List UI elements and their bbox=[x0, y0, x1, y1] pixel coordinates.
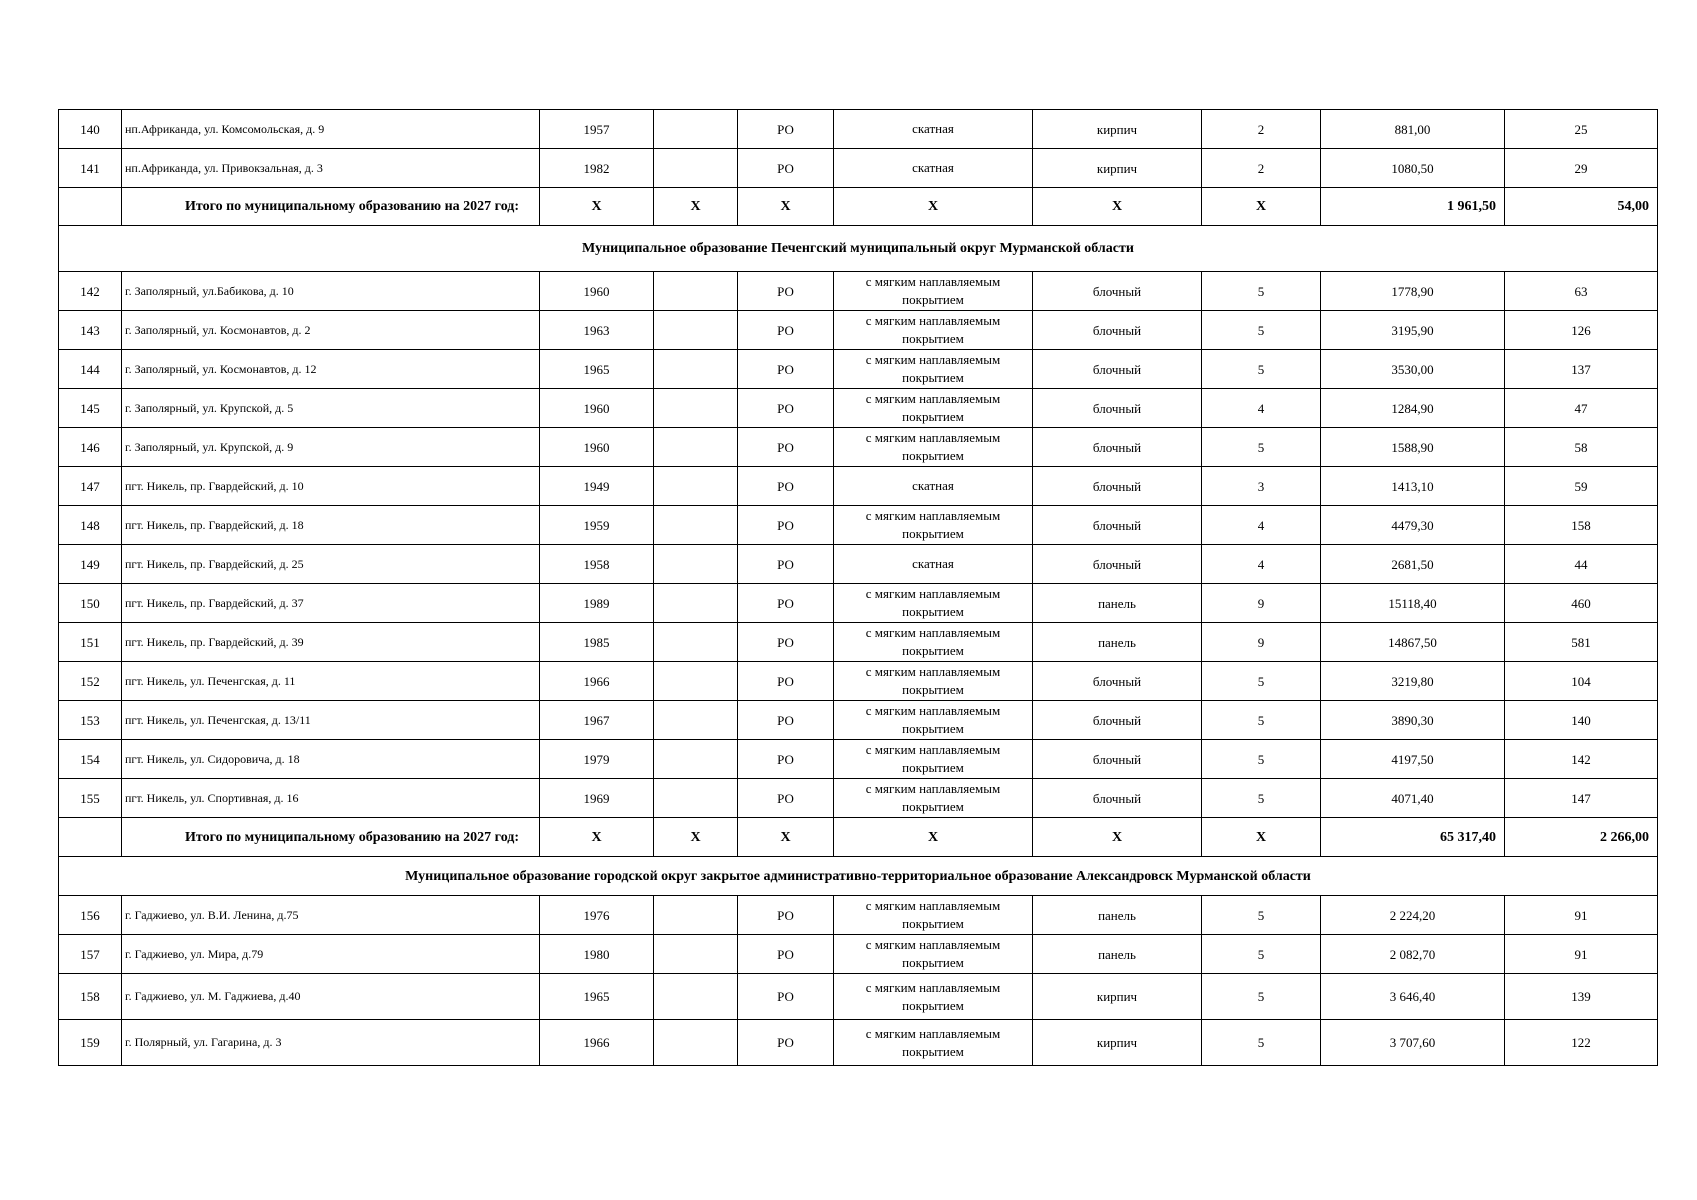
year-cell: 1980 bbox=[540, 935, 654, 974]
wall-material-cell: кирпич bbox=[1033, 149, 1202, 188]
roof-cell: с мягким наплавляемым покрытием bbox=[834, 935, 1033, 974]
wall-material-cell: блочный bbox=[1033, 701, 1202, 740]
operator-cell: РО bbox=[738, 467, 834, 506]
row-number: 152 bbox=[59, 662, 122, 701]
address-cell: пгт. Никель, пр. Гвардейский, д. 37 bbox=[122, 584, 540, 623]
table-row bbox=[59, 272, 1658, 311]
empty-cell bbox=[654, 110, 738, 149]
residents-cell: 142 bbox=[1505, 740, 1658, 779]
row-number: 148 bbox=[59, 506, 122, 545]
address-cell: г. Гаджиево, ул. В.И. Ленина, д.75 bbox=[122, 896, 540, 935]
floors-cell: 5 bbox=[1202, 701, 1321, 740]
operator-cell: РО bbox=[738, 623, 834, 662]
wall-material-cell: блочный bbox=[1033, 272, 1202, 311]
total-x-cell: X bbox=[834, 188, 1033, 226]
area-cell: 4197,50 bbox=[1321, 740, 1505, 779]
residents-cell: 140 bbox=[1505, 701, 1658, 740]
operator-cell: РО bbox=[738, 740, 834, 779]
total-x-cell: X bbox=[738, 818, 834, 857]
wall-material-cell: блочный bbox=[1033, 350, 1202, 389]
residents-cell: 126 bbox=[1505, 311, 1658, 350]
table-row bbox=[59, 701, 1658, 740]
operator-cell: РО bbox=[738, 350, 834, 389]
wall-material-cell: блочный bbox=[1033, 389, 1202, 428]
floors-cell: 5 bbox=[1202, 350, 1321, 389]
operator-cell: РО bbox=[738, 506, 834, 545]
operator-cell: РО bbox=[738, 428, 834, 467]
floors-cell: 5 bbox=[1202, 974, 1321, 1020]
residents-cell: 104 bbox=[1505, 662, 1658, 701]
roof-cell: с мягким наплавляемым покрытием bbox=[834, 896, 1033, 935]
address-cell: г. Гаджиево, ул. Мира, д.79 bbox=[122, 935, 540, 974]
roof-cell: с мягким наплавляемым покрытием bbox=[834, 311, 1033, 350]
area-cell: 1778,90 bbox=[1321, 272, 1505, 311]
operator-cell: РО bbox=[738, 584, 834, 623]
area-cell: 881,00 bbox=[1321, 110, 1505, 149]
address-cell: пгт. Никель, ул. Спортивная, д. 16 bbox=[122, 779, 540, 818]
table-row bbox=[59, 1020, 1658, 1066]
roof-cell: с мягким наплавляемым покрытием bbox=[834, 701, 1033, 740]
row-number: 146 bbox=[59, 428, 122, 467]
floors-cell: 5 bbox=[1202, 740, 1321, 779]
row-number: 157 bbox=[59, 935, 122, 974]
roof-cell: с мягким наплавляемым покрытием bbox=[834, 974, 1033, 1020]
year-cell: 1958 bbox=[540, 545, 654, 584]
total-row bbox=[59, 188, 1658, 226]
empty-cell bbox=[654, 1020, 738, 1066]
area-cell: 2 082,70 bbox=[1321, 935, 1505, 974]
year-cell: 1957 bbox=[540, 110, 654, 149]
residents-cell: 158 bbox=[1505, 506, 1658, 545]
floors-cell: 2 bbox=[1202, 110, 1321, 149]
area-cell: 3530,00 bbox=[1321, 350, 1505, 389]
roof-cell: с мягким наплавляемым покрытием bbox=[834, 584, 1033, 623]
area-cell: 1588,90 bbox=[1321, 428, 1505, 467]
wall-material-cell: блочный bbox=[1033, 428, 1202, 467]
operator-cell: РО bbox=[738, 272, 834, 311]
empty-cell bbox=[654, 623, 738, 662]
operator-cell: РО bbox=[738, 935, 834, 974]
operator-cell: РО bbox=[738, 389, 834, 428]
year-cell: 1985 bbox=[540, 623, 654, 662]
row-number: 159 bbox=[59, 1020, 122, 1066]
area-cell: 15118,40 bbox=[1321, 584, 1505, 623]
floors-cell: 3 bbox=[1202, 467, 1321, 506]
operator-cell: РО bbox=[738, 779, 834, 818]
area-cell: 1080,50 bbox=[1321, 149, 1505, 188]
address-cell: нп.Африканда, ул. Комсомольская, д. 9 bbox=[122, 110, 540, 149]
total-x-cell: X bbox=[1202, 188, 1321, 226]
residents-cell: 63 bbox=[1505, 272, 1658, 311]
wall-material-cell: кирпич bbox=[1033, 974, 1202, 1020]
row-number: 147 bbox=[59, 467, 122, 506]
table-row bbox=[59, 974, 1658, 1020]
total-area: 65 317,40 bbox=[1321, 818, 1505, 857]
table-row bbox=[59, 467, 1658, 506]
wall-material-cell: панель bbox=[1033, 584, 1202, 623]
total-x-cell: X bbox=[834, 818, 1033, 857]
roof-cell: скатная bbox=[834, 149, 1033, 188]
floors-cell: 4 bbox=[1202, 545, 1321, 584]
residents-cell: 137 bbox=[1505, 350, 1658, 389]
row-number: 143 bbox=[59, 311, 122, 350]
year-cell: 1982 bbox=[540, 149, 654, 188]
residents-cell: 25 bbox=[1505, 110, 1658, 149]
residents-cell: 91 bbox=[1505, 896, 1658, 935]
operator-cell: РО bbox=[738, 149, 834, 188]
empty-cell bbox=[654, 389, 738, 428]
area-cell: 3890,30 bbox=[1321, 701, 1505, 740]
table-row bbox=[59, 506, 1658, 545]
address-cell: пгт. Никель, ул. Печенгская, д. 13/11 bbox=[122, 701, 540, 740]
total-x-cell: X bbox=[738, 188, 834, 226]
roof-cell: с мягким наплавляемым покрытием bbox=[834, 662, 1033, 701]
residents-cell: 139 bbox=[1505, 974, 1658, 1020]
residents-cell: 29 bbox=[1505, 149, 1658, 188]
address-cell: пгт. Никель, пр. Гвардейский, д. 10 bbox=[122, 467, 540, 506]
total-spacer bbox=[59, 818, 122, 857]
address-cell: пгт. Никель, пр. Гвардейский, д. 18 bbox=[122, 506, 540, 545]
floors-cell: 5 bbox=[1202, 779, 1321, 818]
floors-cell: 5 bbox=[1202, 1020, 1321, 1066]
address-cell: г. Полярный, ул. Гагарина, д. 3 bbox=[122, 1020, 540, 1066]
table-row bbox=[59, 623, 1658, 662]
address-cell: г. Заполярный, ул. Крупской, д. 5 bbox=[122, 389, 540, 428]
table-row bbox=[59, 350, 1658, 389]
year-cell: 1967 bbox=[540, 701, 654, 740]
total-x-cell: X bbox=[654, 818, 738, 857]
floors-cell: 4 bbox=[1202, 389, 1321, 428]
table-row bbox=[59, 311, 1658, 350]
table-row bbox=[59, 545, 1658, 584]
row-number: 140 bbox=[59, 110, 122, 149]
table-row bbox=[59, 740, 1658, 779]
roof-cell: скатная bbox=[834, 110, 1033, 149]
section-heading-row bbox=[59, 857, 1658, 896]
roof-cell: с мягким наплавляемым покрытием bbox=[834, 389, 1033, 428]
row-number: 151 bbox=[59, 623, 122, 662]
area-cell: 1284,90 bbox=[1321, 389, 1505, 428]
year-cell: 1963 bbox=[540, 311, 654, 350]
year-cell: 1960 bbox=[540, 428, 654, 467]
total-label: Итого по муниципальному образованию на 2027 год: bbox=[122, 818, 540, 857]
table-row bbox=[59, 584, 1658, 623]
wall-material-cell: блочный bbox=[1033, 467, 1202, 506]
wall-material-cell: панель bbox=[1033, 623, 1202, 662]
residents-cell: 47 bbox=[1505, 389, 1658, 428]
roof-cell: скатная bbox=[834, 467, 1033, 506]
year-cell: 1960 bbox=[540, 389, 654, 428]
floors-cell: 5 bbox=[1202, 272, 1321, 311]
roof-cell: скатная bbox=[834, 545, 1033, 584]
roof-cell: с мягким наплавляемым покрытием bbox=[834, 623, 1033, 662]
table-row bbox=[59, 149, 1658, 188]
residents-cell: 44 bbox=[1505, 545, 1658, 584]
row-number: 153 bbox=[59, 701, 122, 740]
operator-cell: РО bbox=[738, 896, 834, 935]
wall-material-cell: кирпич bbox=[1033, 1020, 1202, 1066]
total-residents: 54,00 bbox=[1505, 188, 1658, 226]
address-cell: нп.Африканда, ул. Привокзальная, д. 3 bbox=[122, 149, 540, 188]
empty-cell bbox=[654, 896, 738, 935]
area-cell: 3 646,40 bbox=[1321, 974, 1505, 1020]
table-row bbox=[59, 428, 1658, 467]
row-number: 142 bbox=[59, 272, 122, 311]
area-cell: 4479,30 bbox=[1321, 506, 1505, 545]
residents-cell: 91 bbox=[1505, 935, 1658, 974]
year-cell: 1959 bbox=[540, 506, 654, 545]
total-residents: 2 266,00 bbox=[1505, 818, 1658, 857]
total-x-cell: X bbox=[1033, 818, 1202, 857]
section-title: Муниципальное образование Печенгский муниципальный округ Мурманской области bbox=[59, 226, 1658, 272]
year-cell: 1960 bbox=[540, 272, 654, 311]
floors-cell: 5 bbox=[1202, 896, 1321, 935]
table-row bbox=[59, 779, 1658, 818]
floors-cell: 9 bbox=[1202, 623, 1321, 662]
operator-cell: РО bbox=[738, 545, 834, 584]
roof-cell: с мягким наплавляемым покрытием bbox=[834, 779, 1033, 818]
address-cell: пгт. Никель, пр. Гвардейский, д. 25 bbox=[122, 545, 540, 584]
address-cell: г. Заполярный, ул. Космонавтов, д. 12 bbox=[122, 350, 540, 389]
wall-material-cell: блочный bbox=[1033, 311, 1202, 350]
operator-cell: РО bbox=[738, 662, 834, 701]
total-x-cell: X bbox=[654, 188, 738, 226]
empty-cell bbox=[654, 149, 738, 188]
area-cell: 1413,10 bbox=[1321, 467, 1505, 506]
year-cell: 1965 bbox=[540, 350, 654, 389]
address-cell: г. Заполярный, ул. Крупской, д. 9 bbox=[122, 428, 540, 467]
empty-cell bbox=[654, 311, 738, 350]
residents-cell: 59 bbox=[1505, 467, 1658, 506]
year-cell: 1969 bbox=[540, 779, 654, 818]
area-cell: 4071,40 bbox=[1321, 779, 1505, 818]
wall-material-cell: блочный bbox=[1033, 662, 1202, 701]
address-cell: пгт. Никель, ул. Печенгская, д. 11 bbox=[122, 662, 540, 701]
row-number: 145 bbox=[59, 389, 122, 428]
wall-material-cell: панель bbox=[1033, 896, 1202, 935]
empty-cell bbox=[654, 467, 738, 506]
floors-cell: 9 bbox=[1202, 584, 1321, 623]
roof-cell: с мягким наплавляемым покрытием bbox=[834, 506, 1033, 545]
year-cell: 1949 bbox=[540, 467, 654, 506]
housing-register-table bbox=[58, 109, 1658, 1066]
area-cell: 3219,80 bbox=[1321, 662, 1505, 701]
roof-cell: с мягким наплавляемым покрытием bbox=[834, 740, 1033, 779]
area-cell: 2 224,20 bbox=[1321, 896, 1505, 935]
empty-cell bbox=[654, 350, 738, 389]
row-number: 158 bbox=[59, 974, 122, 1020]
table-row bbox=[59, 389, 1658, 428]
area-cell: 14867,50 bbox=[1321, 623, 1505, 662]
total-x-cell: X bbox=[1033, 188, 1202, 226]
total-spacer bbox=[59, 188, 122, 226]
residents-cell: 58 bbox=[1505, 428, 1658, 467]
row-number: 156 bbox=[59, 896, 122, 935]
floors-cell: 5 bbox=[1202, 662, 1321, 701]
wall-material-cell: блочный bbox=[1033, 506, 1202, 545]
year-cell: 1966 bbox=[540, 1020, 654, 1066]
year-cell: 1979 bbox=[540, 740, 654, 779]
row-number: 141 bbox=[59, 149, 122, 188]
row-number: 154 bbox=[59, 740, 122, 779]
total-x-cell: X bbox=[540, 188, 654, 226]
roof-cell: с мягким наплавляемым покрытием bbox=[834, 1020, 1033, 1066]
operator-cell: РО bbox=[738, 311, 834, 350]
residents-cell: 147 bbox=[1505, 779, 1658, 818]
floors-cell: 5 bbox=[1202, 935, 1321, 974]
address-cell: пгт. Никель, ул. Сидоровича, д. 18 bbox=[122, 740, 540, 779]
address-cell: пгт. Никель, пр. Гвардейский, д. 39 bbox=[122, 623, 540, 662]
residents-cell: 122 bbox=[1505, 1020, 1658, 1066]
row-number: 150 bbox=[59, 584, 122, 623]
floors-cell: 5 bbox=[1202, 311, 1321, 350]
total-area: 1 961,50 bbox=[1321, 188, 1505, 226]
floors-cell: 5 bbox=[1202, 428, 1321, 467]
table-row bbox=[59, 110, 1658, 149]
empty-cell bbox=[654, 779, 738, 818]
residents-cell: 581 bbox=[1505, 623, 1658, 662]
empty-cell bbox=[654, 428, 738, 467]
row-number: 155 bbox=[59, 779, 122, 818]
year-cell: 1965 bbox=[540, 974, 654, 1020]
operator-cell: РО bbox=[738, 1020, 834, 1066]
empty-cell bbox=[654, 545, 738, 584]
year-cell: 1966 bbox=[540, 662, 654, 701]
address-cell: г. Заполярный, ул.Бабикова, д. 10 bbox=[122, 272, 540, 311]
roof-cell: с мягким наплавляемым покрытием bbox=[834, 428, 1033, 467]
area-cell: 2681,50 bbox=[1321, 545, 1505, 584]
section-heading-row bbox=[59, 226, 1658, 272]
total-x-cell: X bbox=[1202, 818, 1321, 857]
year-cell: 1976 bbox=[540, 896, 654, 935]
empty-cell bbox=[654, 584, 738, 623]
table-row bbox=[59, 662, 1658, 701]
empty-cell bbox=[654, 662, 738, 701]
table-row bbox=[59, 935, 1658, 974]
total-label: Итого по муниципальному образованию на 2027 год: bbox=[122, 188, 540, 226]
residents-cell: 460 bbox=[1505, 584, 1658, 623]
total-row bbox=[59, 818, 1658, 857]
wall-material-cell: блочный bbox=[1033, 779, 1202, 818]
wall-material-cell: блочный bbox=[1033, 545, 1202, 584]
floors-cell: 2 bbox=[1202, 149, 1321, 188]
row-number: 149 bbox=[59, 545, 122, 584]
empty-cell bbox=[654, 935, 738, 974]
roof-cell: с мягким наплавляемым покрытием bbox=[834, 350, 1033, 389]
row-number: 144 bbox=[59, 350, 122, 389]
roof-cell: с мягким наплавляемым покрытием bbox=[834, 272, 1033, 311]
wall-material-cell: кирпич bbox=[1033, 110, 1202, 149]
empty-cell bbox=[654, 974, 738, 1020]
floors-cell: 4 bbox=[1202, 506, 1321, 545]
year-cell: 1989 bbox=[540, 584, 654, 623]
empty-cell bbox=[654, 740, 738, 779]
total-x-cell: X bbox=[540, 818, 654, 857]
address-cell: г. Гаджиево, ул. М. Гаджиева, д.40 bbox=[122, 974, 540, 1020]
operator-cell: РО bbox=[738, 974, 834, 1020]
area-cell: 3 707,60 bbox=[1321, 1020, 1505, 1066]
empty-cell bbox=[654, 506, 738, 545]
address-cell: г. Заполярный, ул. Космонавтов, д. 2 bbox=[122, 311, 540, 350]
operator-cell: РО bbox=[738, 110, 834, 149]
wall-material-cell: панель bbox=[1033, 935, 1202, 974]
section-title: Муниципальное образование городской округ закрытое административно-территориальное образование Александровск Мурманской области bbox=[59, 857, 1658, 896]
empty-cell bbox=[654, 701, 738, 740]
table-row bbox=[59, 896, 1658, 935]
area-cell: 3195,90 bbox=[1321, 311, 1505, 350]
wall-material-cell: блочный bbox=[1033, 740, 1202, 779]
empty-cell bbox=[654, 272, 738, 311]
operator-cell: РО bbox=[738, 701, 834, 740]
